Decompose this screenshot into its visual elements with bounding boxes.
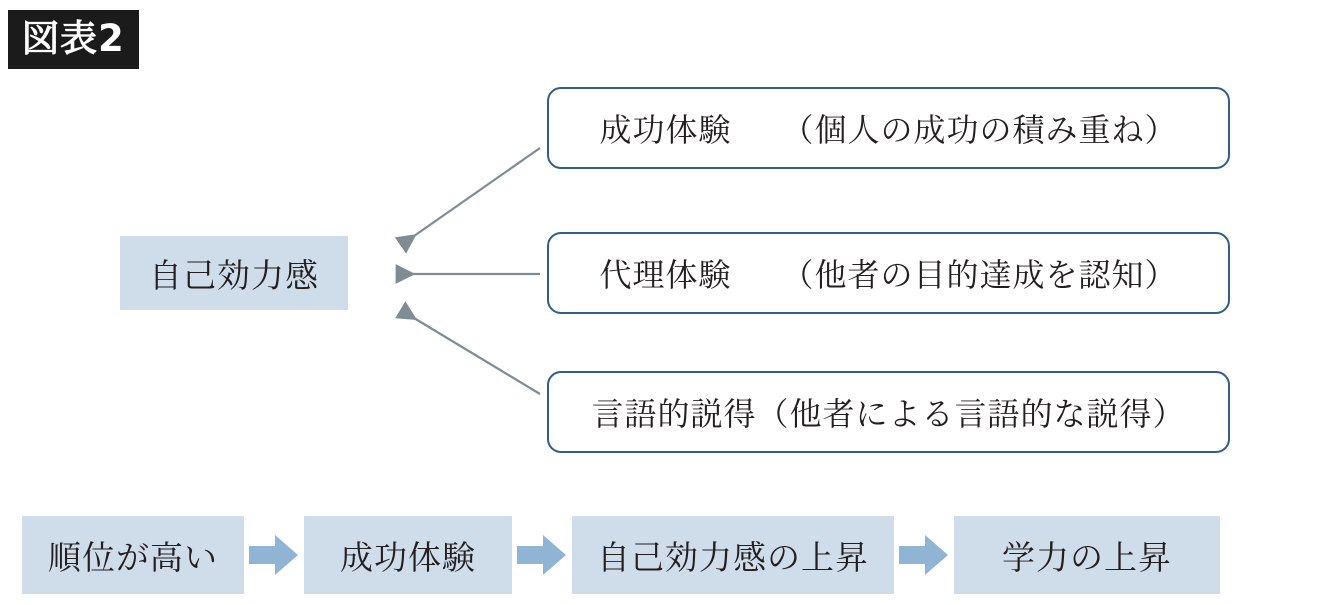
flow-step-4: 学力の上昇 xyxy=(954,516,1220,594)
arrow-right-block-icon xyxy=(517,533,567,577)
flow-connector-1 xyxy=(244,533,304,577)
flow-step-3: 自己効力感の上昇 xyxy=(572,516,894,594)
source-box-success-experience: 成功体験 （個人の成功の積み重ね） xyxy=(547,87,1230,169)
source-box-vicarious-experience: 代理体験 （他者の目的達成を認知） xyxy=(547,232,1230,314)
arrow-success-to-node xyxy=(404,148,540,243)
flow-connector-3 xyxy=(894,533,954,577)
source-box-verbal-persuasion: 言語的説得（他者による言語的な説得） xyxy=(547,371,1230,453)
flow-step-1: 順位が高い xyxy=(22,516,244,594)
self-efficacy-node: 自己効力感 xyxy=(120,236,348,310)
flow-step-2: 成功体験 xyxy=(304,516,512,594)
flow-connector-2 xyxy=(512,533,572,577)
arrow-right-block-icon xyxy=(249,533,299,577)
flow-row xyxy=(22,516,1322,594)
arrow-right-block-icon xyxy=(899,533,949,577)
arrow-verbal-to-node xyxy=(404,312,540,394)
figure-tag: 図表2 xyxy=(8,10,139,69)
